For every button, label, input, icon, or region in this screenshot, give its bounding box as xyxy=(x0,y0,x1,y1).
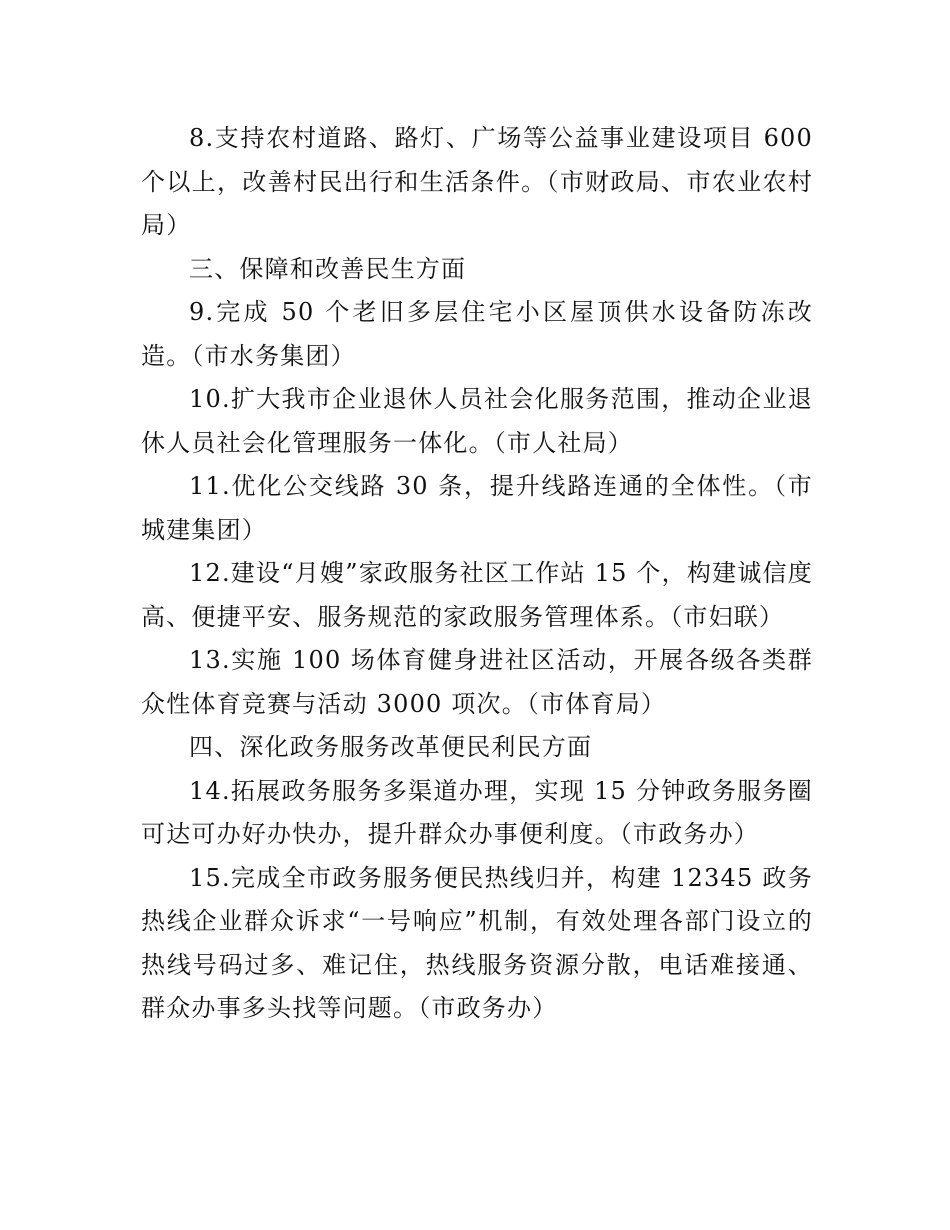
item-11: 11.优化公交线路 30 条，提升线路连通的全体性。（市城建集团） xyxy=(141,472,813,544)
section-heading-3: 三、保障和改善民生方面 xyxy=(189,254,467,283)
item-13: 13.实施 100 场体育健身进社区活动，开展各级各类群众性体育竞赛与活动 3000 项次。（市体育局） xyxy=(141,646,813,718)
document-body xyxy=(141,117,813,1031)
section-heading-4: 四、深化政务服务改革便民利民方面 xyxy=(189,733,593,761)
item-15: 15.完成全市政务服务便民热线归并，构建 12345 政务热线企业群众诉求“一号响应”机制，有效处理各部门设立的热线号码过多、难记住，热线服务资源分散，电话难接通、群众办事多头找等问题。（市政务办） xyxy=(141,863,813,1022)
item-9: 9.完成 50 个老旧多层住宅小区屋顶供水设备防冻改造。（市水务集团） xyxy=(141,298,813,370)
item-10: 10.扩大我市企业退休人员社会化服务范围，推动企业退休人员社会化管理服务一体化。（市人社局） xyxy=(141,385,813,457)
item-8: 8.支持农村道路、路灯、广场等公益事业建设项目 600 个以上，改善村民出行和生活条件。（市财政局、市农业农村局） xyxy=(141,124,813,239)
item-12: 12.建设“月嫂”家政服务社区工作站 15 个，构建诚信度高、便捷平安、服务规范的家政服务管理体系。（市妇联） xyxy=(141,559,813,631)
item-14: 14.拓展政务服务多渠道办理，实现 15 分钟政务服务圈可达可办好办快办，提升群众办事便利度。（市政务办） xyxy=(141,776,813,848)
